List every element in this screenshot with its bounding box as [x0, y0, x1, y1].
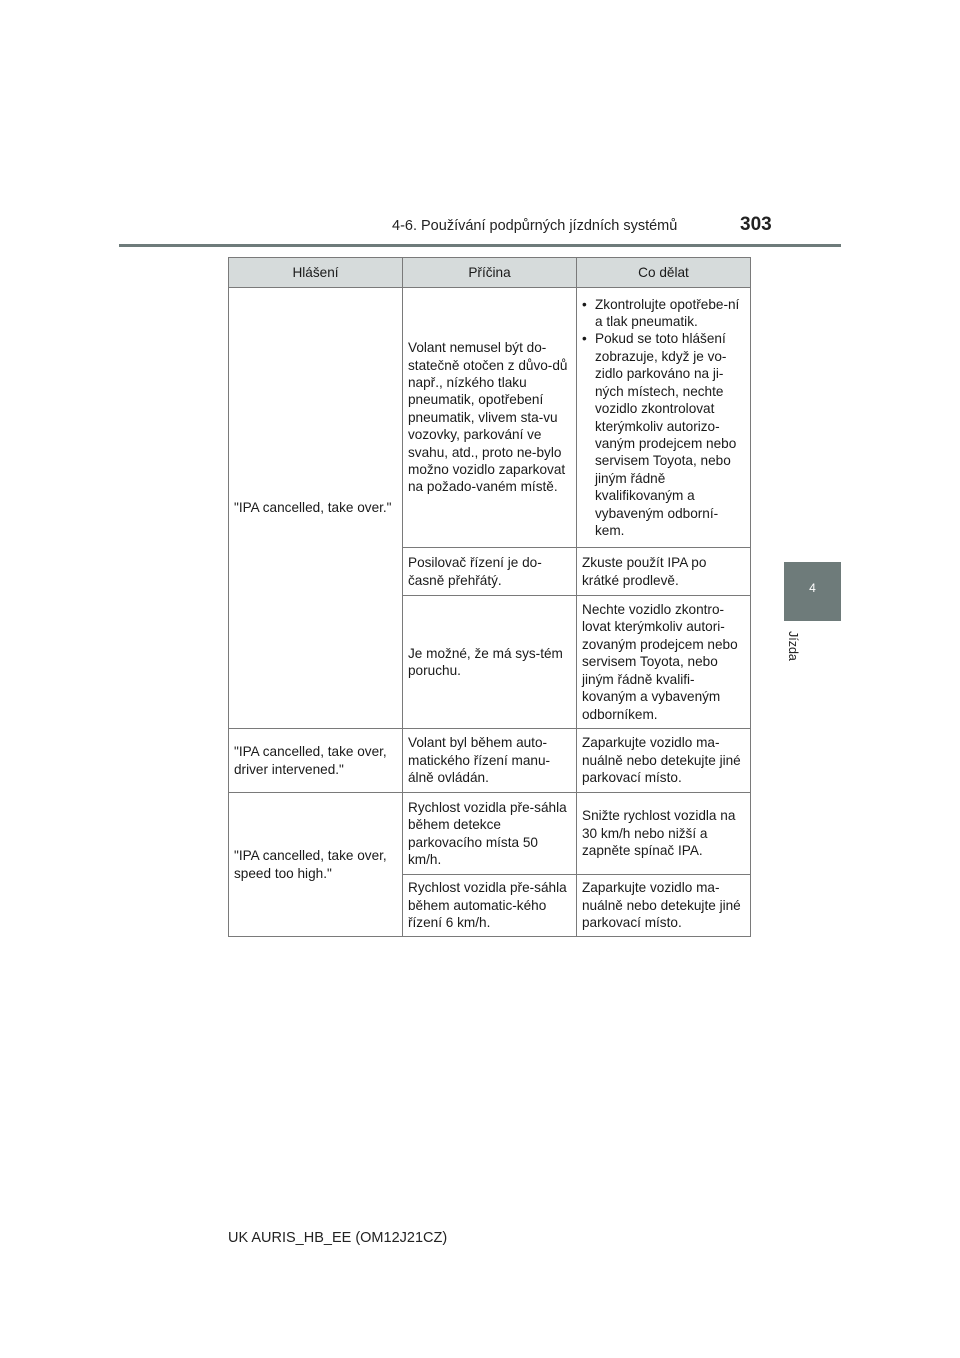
cause-cell: Posilovač řízení je do-časně přehřátý.	[403, 548, 577, 596]
action-cell: Nechte vozidlo zkontro-lovat kterýmkoliv autori-zovaným prodejcem nebo servisem Toyota, nebo jiným řádně kvalifi-kovaným a vybaveným odborníkem.	[577, 596, 751, 729]
action-cell: Snižte rychlost vozidla na 30 km/h nebo nižší a zapněte spínač IPA.	[577, 793, 751, 875]
page-number: 303	[740, 214, 772, 235]
column-header-action: Co dělat	[577, 258, 751, 288]
section-title: 4-6. Používání podpůrných jízdních systémů	[392, 218, 678, 234]
list-item: • Pokud se toto hlášení zobrazuje, když je vo-zidlo parkováno na ji-ných místech, nechte vozidlo zkontrolovat kterýmkoliv autorizo-vaným prodejcem nebo servisem Toyota, nebo jiným řádně kvalifikovaným a vybaveným odborní-kem.	[582, 330, 745, 539]
cause-cell: Volant byl během auto-matického řízení manu-álně ovládán.	[403, 729, 577, 793]
action-cell: Zaparkujte vozidlo ma-nuálně nebo detekujte jiné parkovací místo.	[577, 875, 751, 937]
cause-cell: Rychlost vozidla pře-sáhla během detekce parkovacího místa 50 km/h.	[403, 793, 577, 875]
table-row	[229, 729, 751, 793]
column-header-cause: Příčina	[403, 258, 577, 288]
action-cell: Zkuste použít IPA po krátké prodlevě.	[577, 548, 751, 596]
document-code: UK AURIS_HB_EE (OM12J21CZ)	[228, 1230, 448, 1246]
header-divider	[119, 244, 841, 247]
action-cell: Zaparkujte vozidlo ma-nuálně nebo detekujte jiné parkovací místo.	[577, 729, 751, 793]
message-cell: "IPA cancelled, take over, driver intervened."	[229, 729, 403, 793]
chapter-number: 4	[809, 581, 816, 595]
message-cell: "IPA cancelled, take over, speed too high."	[229, 793, 403, 937]
cause-cell: Je možné, že má sys-tém poruchu.	[403, 596, 577, 729]
chapter-label: Jízda	[786, 631, 800, 661]
table-row	[229, 793, 751, 875]
action-list	[582, 296, 745, 540]
list-item: • Zkontrolujte opotřebe-ní a tlak pneumatik.	[582, 296, 745, 331]
table-row	[229, 288, 751, 548]
cause-cell: Volant nemusel být do-statečně otočen z důvo-dů např., nízkého tlaku pneumatik, opotřebení pneumatik, vlivem sta-vu vozovky, parkování ve svahu, atd., proto ne-bylo možno vozidlo zaparkovat na požado-vaném místě.	[403, 288, 577, 548]
chapter-tab	[784, 562, 841, 621]
message-cell: "IPA cancelled, take over."	[229, 288, 403, 729]
messages-table	[228, 257, 751, 937]
column-header-message: Hlášení	[229, 258, 403, 288]
table-header-row	[229, 258, 751, 288]
action-cell	[577, 288, 751, 548]
cause-cell: Rychlost vozidla pře-sáhla během automatic-kého řízení 6 km/h.	[403, 875, 577, 937]
